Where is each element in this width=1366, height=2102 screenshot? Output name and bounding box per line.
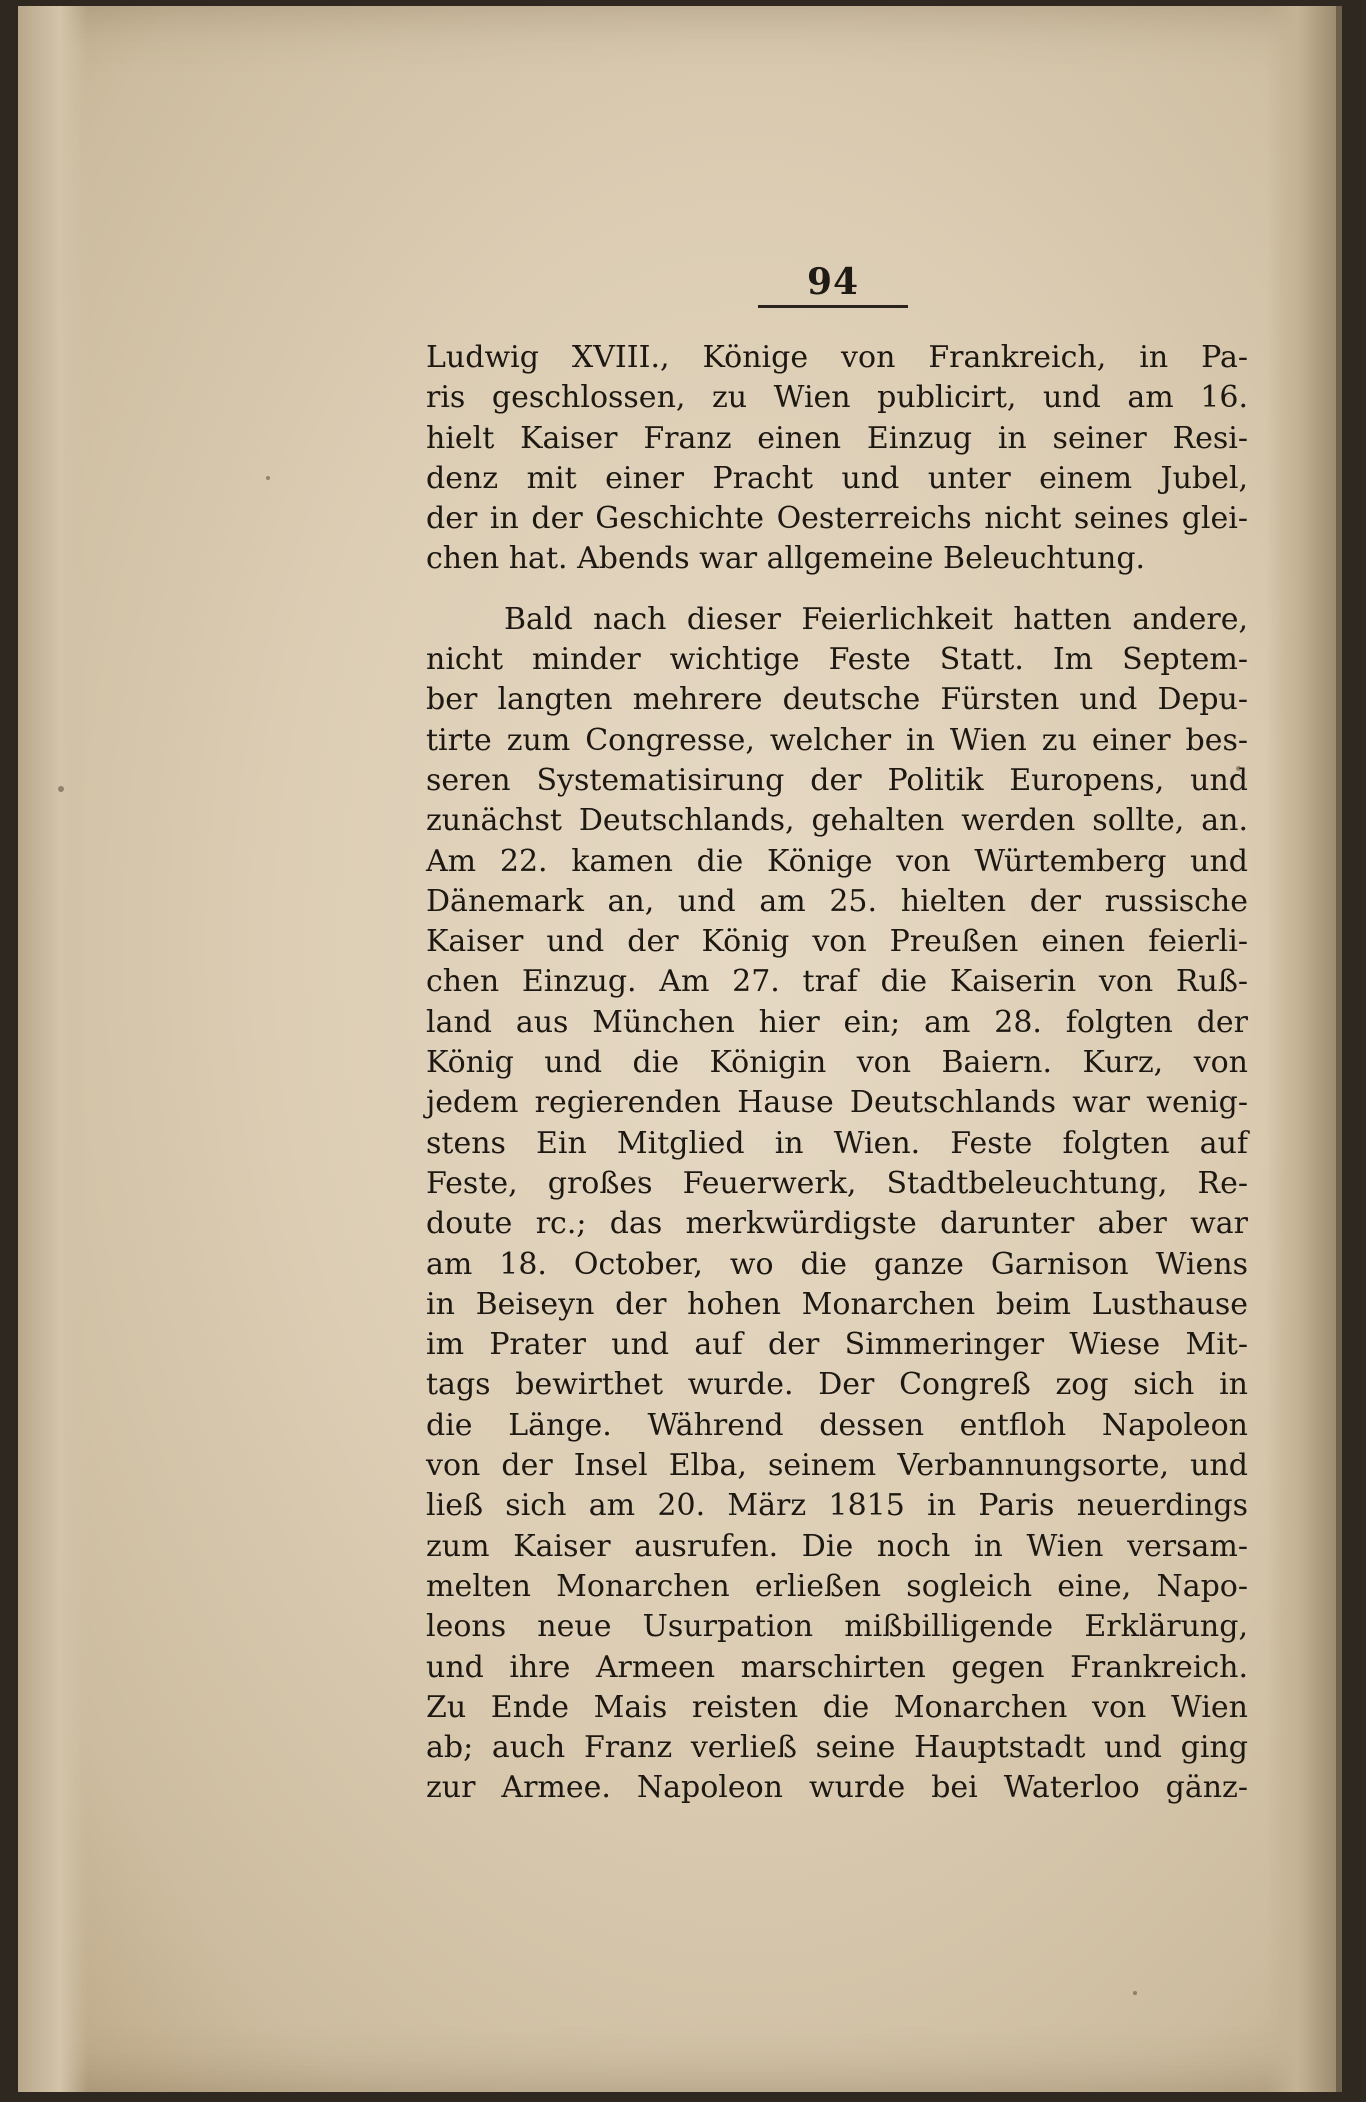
text-line: zum Kaiser ausrufen. Die noch in Wien versam- [426, 1528, 1248, 1564]
text-line: im Prater und auf der Simmeringer Wiese Mit- [426, 1327, 1248, 1363]
book-page [18, 6, 1342, 2092]
text-line: Am 22. kamen die Könige von Würtemberg und [426, 843, 1248, 879]
text-line: tags bewirthet wurde. Der Congreß zog sich in [426, 1367, 1248, 1403]
text-line: zunächst Deutschlands, gehalten werden sollte, an. [426, 803, 1248, 839]
text-line: und ihre Armeen marschirten gegen Frankreich. [426, 1649, 1248, 1685]
text-line: zur Armee. Napoleon wurde bei Waterloo gänz- [426, 1770, 1248, 1806]
text-line: nicht minder wichtige Feste Statt. Im Septem- [426, 642, 1248, 678]
text-line: Kaiser und der König von Preußen einen feierli- [426, 924, 1248, 960]
text-line: am 18. October, wo die ganze Garnison Wiens [426, 1246, 1248, 1282]
text-line: hielt Kaiser Franz einen Einzug in seiner Resi- [426, 420, 1248, 456]
text-line: seren Systematisirung der Politik Europens, und [426, 762, 1248, 798]
text-line: Feste, großes Feuerwerk, Stadtbeleuchtung, Re- [426, 1165, 1248, 1201]
text-line: von der Insel Elba, seinem Verbannungsorte, und [426, 1448, 1248, 1484]
text-line: ließ sich am 20. März 1815 in Paris neuerdings [426, 1488, 1248, 1524]
text-line: in Beiseyn der hohen Monarchen beim Lusthause [426, 1286, 1248, 1322]
text-line: der in der Geschichte Oesterreichs nicht seines glei- [426, 501, 1248, 537]
paragraph-2 [426, 600, 1248, 1809]
text-line: tirte zum Congresse, welcher in Wien zu einer bes- [426, 722, 1248, 758]
text-line: stens Ein Mitglied in Wien. Feste folgten auf [426, 1125, 1248, 1161]
text-line: Dänemark an, und am 25. hielten der russische [426, 883, 1248, 919]
page-right-edge [1266, 6, 1336, 2092]
text-line: chen hat. Abends war allgemeine Beleuchtung. [426, 541, 1146, 577]
text-line: ris geschlossen, zu Wien publicirt, und am 16. [426, 380, 1248, 416]
text-line: denz mit einer Pracht und unter einem Jubel, [426, 460, 1248, 496]
text-line: land aus München hier ein; am 28. folgten der [426, 1004, 1248, 1040]
body-text [426, 338, 1248, 1809]
header-rule [758, 305, 908, 308]
text-line: ber langten mehrere deutsche Fürsten und Depu- [426, 682, 1248, 718]
text-line: König und die Königin von Baiern. Kurz, von [426, 1045, 1248, 1081]
paragraph-1 [426, 338, 1248, 580]
text-line: jedem regierenden Hause Deutschlands war wenig- [426, 1085, 1248, 1121]
text-line: doute rc.; das merkwürdigste darunter aber war [426, 1206, 1248, 1242]
text-line: Ludwig XVIII., Könige von Frankreich, in Pa- [426, 340, 1248, 375]
text-line: Zu Ende Mais reisten die Monarchen von Wien [426, 1689, 1248, 1725]
text-line: leons neue Usurpation mißbilligende Erklärung, [426, 1609, 1248, 1645]
text-line: melten Monarchen erließen sogleich eine, Napo- [426, 1568, 1248, 1604]
text-line: Bald nach dieser Feierlichkeit hatten andere, [504, 601, 1248, 637]
page-header [758, 261, 908, 308]
text-line: die Länge. Während dessen entfloh Napoleon [426, 1407, 1248, 1443]
text-line: ab; auch Franz verließ seine Hauptstadt und ging [426, 1730, 1248, 1766]
page-left-edge [18, 6, 88, 2092]
page-number: 94 [806, 261, 860, 303]
text-line: chen Einzug. Am 27. traf die Kaiserin von Ruß- [426, 964, 1248, 1000]
